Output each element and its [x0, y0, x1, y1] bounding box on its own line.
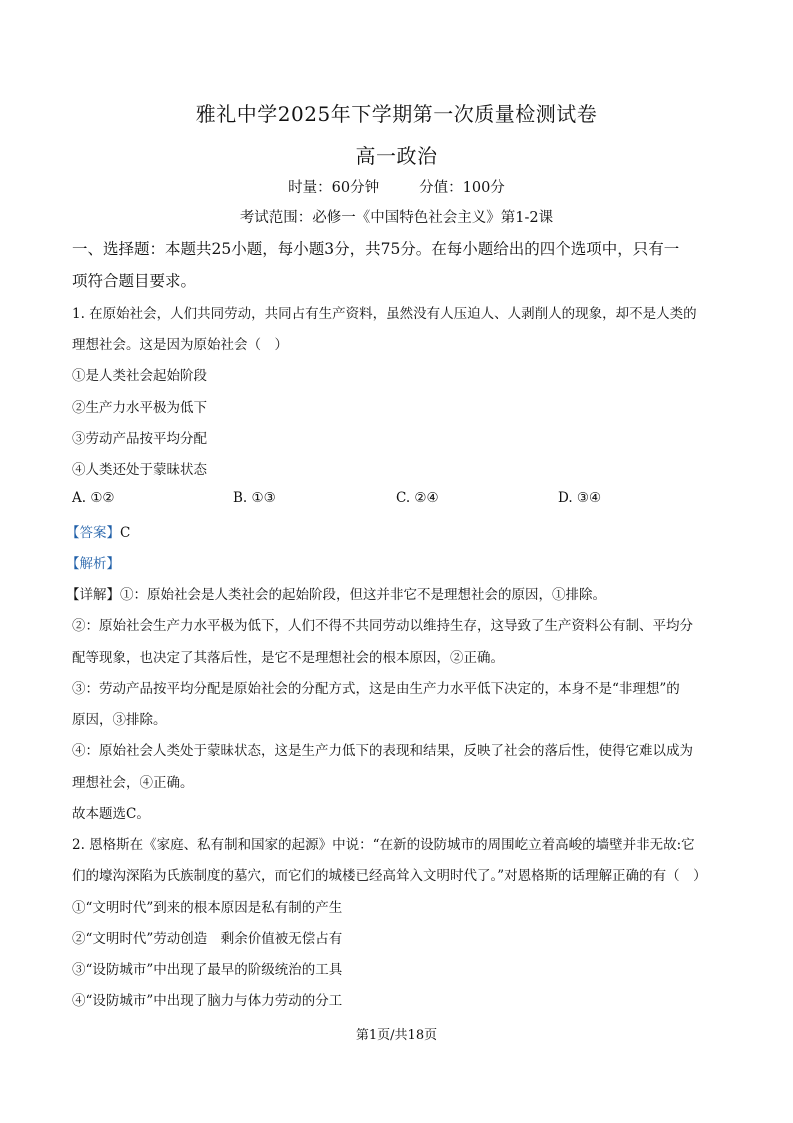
- analysis-tag: 【解析】: [66, 556, 120, 572]
- q1-item-1: ①是人类社会起始阶段: [72, 368, 207, 384]
- q1-option-c: C. ②④: [396, 490, 439, 506]
- q1-detail-line1: [66, 583, 606, 603]
- q2-item-1: ①“文明时代”到来的根本原因是私有制的产生: [72, 900, 343, 916]
- q1-item-3: ③劳动产品按平均分配: [72, 431, 207, 447]
- q2-item-2: ②“文明时代”劳动创造 剩余价值被无偿占有: [72, 931, 343, 947]
- answer-tag: 【答案】: [66, 525, 120, 541]
- q1-item-2: ②生产力水平极为低下: [72, 400, 207, 416]
- section1-intro-line2: 项符合题目要求。: [72, 272, 197, 290]
- time-label: 时量：60分钟: [288, 180, 380, 196]
- page-number: 第1页/共18页: [355, 1028, 438, 1043]
- q2-item-3: ③“设防城市”中出现了最早的阶级统治的工具: [72, 962, 343, 978]
- q1-detail-line2: ②：原始社会生产力水平极为低下，人们不得不共同劳动以维持生存，这导致了生产资料公有制、平均分: [72, 618, 693, 634]
- q1-detail-line3: 配等现象，也决定了其落后性，是它不是理想社会的根本原因，②正确。: [72, 650, 504, 666]
- exam-title: 雅礼中学2025年下学期第一次质量检测试卷: [195, 102, 598, 126]
- q1-option-b: B. ①③: [233, 490, 276, 506]
- detail-tag: 【详解】: [66, 587, 120, 603]
- time-score-line: [0, 176, 793, 197]
- q1-conclusion: 故本题选C。: [72, 806, 150, 822]
- q2-stem-line2: 们的壕沟深陷为氏族制度的墓穴，而它们的城楼已经高耸入文明时代了。”对恩格斯的话理解正确的有（ ）: [72, 868, 707, 884]
- q1-stem-line1: 1. 在原始社会，人们共同劳动，共同占有生产资料，虽然没有人压迫人、人剥削人的现象，却不是人类的: [72, 306, 697, 322]
- q1-option-a: A. ①②: [72, 490, 115, 506]
- q1-answer: C: [120, 525, 131, 541]
- q1-stem-line2: 理想社会。这是因为原始社会（ ）: [72, 337, 288, 353]
- q1-detail-line4: ③：劳动产品按平均分配是原始社会的分配方式，这是由生产力水平低下决定的，本身不是“非理想”的: [72, 681, 680, 697]
- exam-scope: 考试范围：必修一《中国特色社会主义》第1-2课: [239, 210, 554, 226]
- q1-detail-line6: ④：原始社会人类处于蒙昧状态，这是生产力低下的表现和结果，反映了社会的落后性，使得它难以成为: [72, 743, 693, 759]
- q1-detail-text: ①：原始社会是人类社会的起始阶段，但这并非它不是理想社会的原因，①排除。: [120, 587, 606, 603]
- q1-answer-line: [66, 521, 130, 541]
- q2-stem-line1: 2. 恩格斯在《家庭、私有制和国家的起源》中说：“在新的设防城市的周围屹立着高峻的墙壁并非无故:它: [72, 837, 695, 853]
- section1-intro-line1: 一、选择题：本题共25小题，每小题3分，共75分。在每小题给出的四个选项中，只有一: [72, 240, 680, 258]
- q2-item-4: ④“设防城市”中出现了脑力与体力劳动的分工: [72, 993, 343, 1009]
- subject-title: 高一政治: [355, 144, 438, 168]
- q1-detail-line5: 原因，③排除。: [72, 712, 167, 728]
- q1-option-d: D. ③④: [558, 490, 602, 506]
- score-label: 分值：100分: [419, 180, 505, 196]
- q1-detail-line7: 理想社会，④正确。: [72, 775, 194, 791]
- q1-item-4: ④人类还处于蒙昧状态: [72, 462, 207, 478]
